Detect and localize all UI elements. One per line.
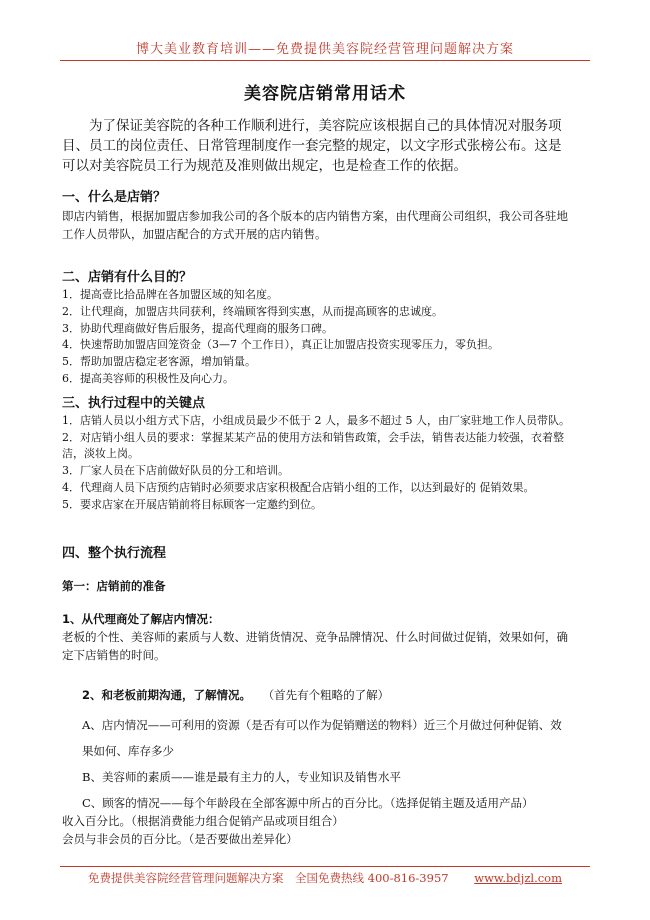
sub-1-body: 老板的个性、美容师的素质与人数、进销货情况、竞争品牌情况、什么时间做过促销，效果如何，确定下店销售的时间。 [62, 629, 568, 662]
list-item: 3．厂家人员在下店前做好队员的分工和培训。 [62, 464, 289, 478]
sub-1-heading: 1、从代理商处了解店内情况： [62, 611, 220, 626]
list-item: 2．对店销小组人员的要求：掌握某某产品的使用方法和销售政策，会手法，销售表达能力较强，衣着整洁，淡妆上岗。 [62, 430, 564, 461]
section-2-heading: 二、店销有什么目的？ [62, 270, 193, 285]
document-body [62, 116, 572, 848]
list-item: 6．提高美容师的积极性及向心力。 [62, 371, 234, 385]
list-item: 5．要求店家在开展店销前将目标顾客一定邀约到位。 [62, 497, 322, 511]
section-3-heading: 三、执行过程中的关键点 [62, 395, 206, 411]
sub-2-note: （首先有个粗略的了解） [262, 687, 390, 702]
list-item: 3．协助代理商做好售后服务，提高代理商的服务口碑。 [62, 321, 333, 335]
sub-2-item-b: B、美容师的素质——谁是最有主力的人，专业知识及销售水平 [82, 769, 401, 784]
sub-2-item-e: 会员与非会员的百分比。（是否要做出差异化） [62, 831, 298, 846]
sub-2-line [82, 686, 572, 704]
list-item: 4．快速帮助加盟店回笼资金（3—7 个工作日），真正让加盟店投资实现零压力，零负担。 [62, 338, 499, 352]
list-item: 5．帮助加盟店稳定老客源，增加销量。 [62, 355, 256, 369]
sub-2-item-c: C、顾客的情况——每个年龄段在全部客源中所占的百分比。（选择促销主题及适用产品） [82, 795, 534, 810]
page-footer [60, 866, 590, 886]
sub-2-heading: 2、和老板前期沟通，了解情况。 [82, 687, 251, 702]
section-1-body: 即店内销售，根据加盟店参加我公司的各个版本的店内销售方案，由代理商公司组织，我公司各驻地工作人员带队，加盟店配合的方式开展的店内销售。 [62, 209, 568, 241]
step-1-heading: 第一：店销前的准备 [62, 578, 166, 593]
list-item: 1．提高壹比拾品牌在各加盟区域的知名度。 [62, 288, 278, 301]
sub-2-item-a: A、店内情况——可利用的资源（是否有可以作为促销赠送的物料）近三个月做过何种促销、效果如何、库存多少 [82, 717, 562, 758]
list-item: 4．代理商人员下店预约店销时必须要求店家积极配合店销小组的工作，以达到最好的 促销效果。 [62, 480, 535, 494]
section-3-list [62, 413, 572, 514]
section-2-list [62, 287, 572, 388]
page-header: 博大美业教育培训——免费提供美容院经营管理问题解决方案 [60, 38, 590, 61]
document-title: 美容院店销常用话术 [244, 84, 406, 104]
intro-paragraph: 为了保证美容院的各种工作顺利进行，美容院应该根据自己的具体情况对服务项目、员工的岗位责任、日常管理制度作一套完整的规定，以文字形式张榜公布。这是可以对美容院员工行为规范及准则做出规定，也是检查工作的依据。 [62, 118, 562, 174]
footer-website-link[interactable]: www.bdjzl.com [474, 871, 563, 885]
footer-text: 免费提供美容院经营管理问题解决方案 全国免费热线 400-816-3957 [87, 871, 449, 885]
section-1-heading: 一、什么是店销？ [62, 190, 167, 205]
list-item: 2．让代理商，加盟店共同获利，终端顾客得到实惠，从而提高顾客的忠诚度。 [62, 304, 443, 318]
list-item: 1．店销人员以小组方式下店，小组成员最少不低于 2 人，最多不超过 5 人，由厂家驻地工作人员带队。 [62, 413, 570, 427]
sub-2-block [62, 686, 572, 812]
section-4-heading: 四、整个执行流程 [62, 545, 167, 561]
sub-2-item-d: 收入百分比。（根据消费能力组合促销产品或项目组合） [62, 813, 344, 828]
